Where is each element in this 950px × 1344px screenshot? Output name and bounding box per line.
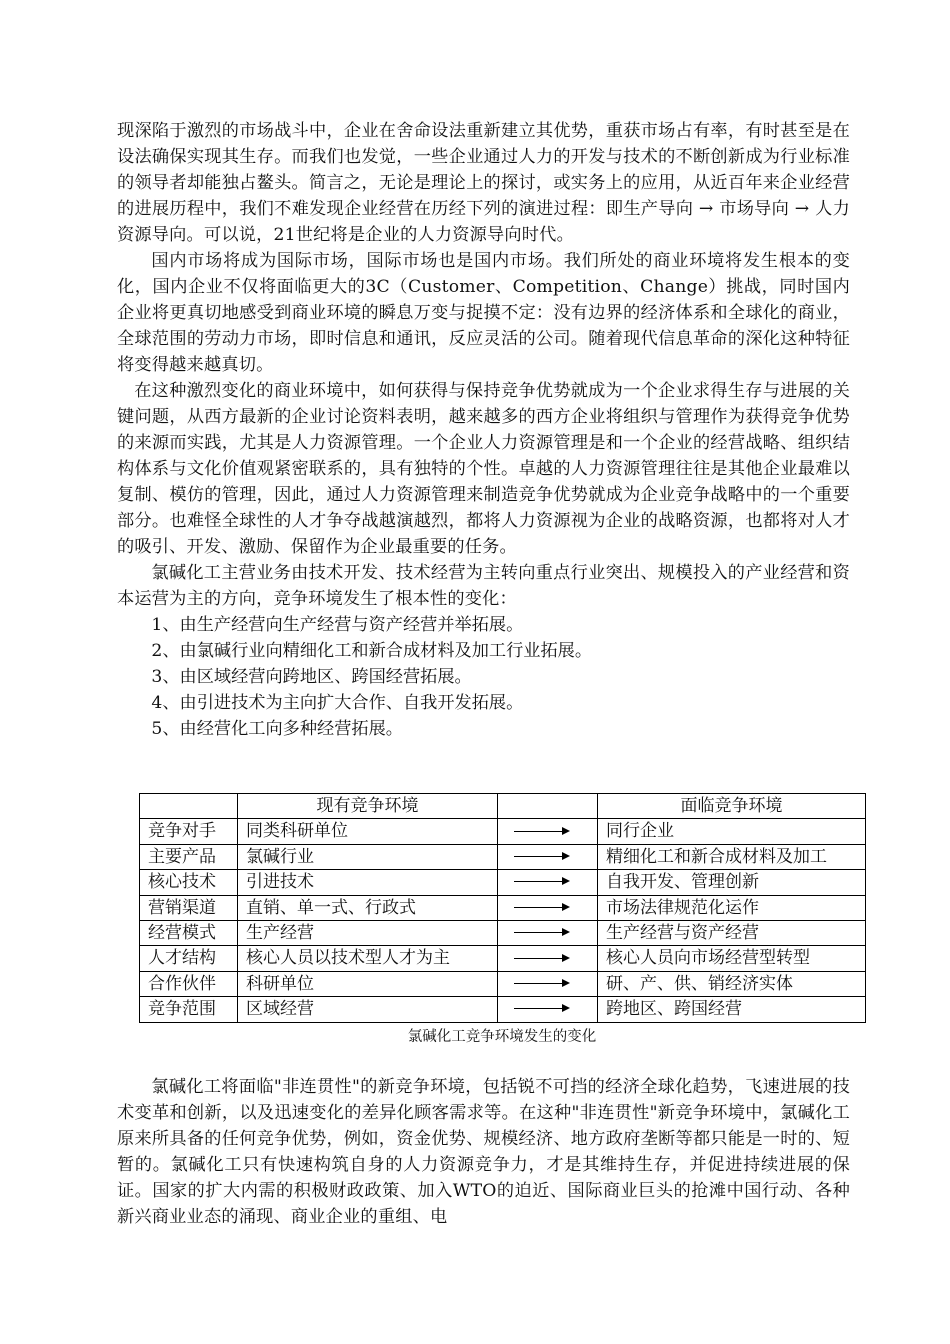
- table-cell-future: 市场法律规范化运作: [598, 895, 866, 920]
- right-arrow-icon: [514, 903, 570, 913]
- table-cell-label: 合作伙伴: [140, 971, 238, 996]
- table-cell-current: 氯碱行业: [238, 844, 498, 869]
- table-cell-arrow: [498, 819, 598, 844]
- table-row: [140, 870, 866, 895]
- table-row: [140, 946, 866, 971]
- right-arrow-icon: [514, 928, 570, 938]
- table-row: [140, 997, 866, 1022]
- competition-table: [139, 793, 865, 1023]
- table-cell-future: 自我开发、管理创新: [598, 870, 866, 895]
- document-body-top: [117, 118, 850, 742]
- table-cell-arrow: [498, 921, 598, 946]
- right-arrow-icon: [514, 827, 570, 837]
- table-row: [140, 921, 866, 946]
- table-cell-current: 直销、单一式、行政式: [238, 895, 498, 920]
- table-cell-arrow: [498, 997, 598, 1022]
- right-arrow-icon: [514, 852, 570, 862]
- table-cell-label: 竞争范围: [140, 997, 238, 1022]
- table-cell-future: 研、产、供、销经济实体: [598, 971, 866, 996]
- table-header-future: 面临竞争环境: [598, 794, 866, 819]
- table-header-blank: [140, 794, 238, 819]
- table-cell-label: 营销渠道: [140, 895, 238, 920]
- table-header-row: [140, 794, 866, 819]
- table-cell-future: 生产经营与资产经营: [598, 921, 866, 946]
- table-caption: 氯碱化工竞争环境发生的变化: [407, 1029, 597, 1045]
- table-header-blank: [498, 794, 598, 819]
- paragraph-chlor-alkali: 氯碱化工主营业务由技术开发、技术经营为主转向重点行业突出、规模投入的产业经营和资本运营为主的方向，竞争环境发生了根本性的变化：: [117, 563, 850, 609]
- table-cell-current: 生产经营: [238, 921, 498, 946]
- table-cell-current: 同类科研单位: [238, 819, 498, 844]
- table-row: [140, 844, 866, 869]
- table-cell-arrow: [498, 895, 598, 920]
- list-item-5: 5、由经营化工向多种经营拓展。: [151, 719, 403, 739]
- table-header-current: 现有竞争环境: [238, 794, 498, 819]
- list-item-2: 2、由氯碱行业向精细化工和新合成材料及加工行业拓展。: [151, 641, 593, 661]
- list-item-4: 4、由引进技术为主向扩大合作、自我开发拓展。: [151, 693, 524, 713]
- paragraph-competition: 在这种激烈变化的商业环境中，如何获得与保持竞争优势就成为一个企业求得生存与进展的关键问题，从西方最新的企业讨论资料表明，越来越多的西方企业将组织与管理作为获得竞争优势的来源而实践，尤其是人力资源管理。一个企业人力资源管理是和一个企业的经营战略、组织结构体系与文化价值观紧密联系的，具有独特的个性。卓越的人力资源管理往往是其他企业最难以复制、模仿的管理，因此，通过人力资源管理来制造竞争优势就成为企业竞争战略中的一个重要部分。也难怪全球性的人才争夺战越演越烈，都将人力资源视为企业的战略资源，也都将对人才的吸引、开发、激励、保留作为企业最重要的任务。: [117, 381, 850, 557]
- right-arrow-icon: [514, 954, 570, 964]
- table-cell-arrow: [498, 844, 598, 869]
- table-cell-current: 科研单位: [238, 971, 498, 996]
- document-body-bottom: [117, 1074, 850, 1230]
- right-arrow-icon: [514, 979, 570, 989]
- table-row: [140, 819, 866, 844]
- paragraph-discontinuity: 氯碱化工将面临"非连贯性"的新竞争环境，包括锐不可挡的经济全球化趋势，飞速进展的技术变革和创新，以及迅速变化的差异化顾客需求等。在这种"非连贯性"新竞争环境中，氯碱化工原来所具备的任何竞争优势，例如，资金优势、规模经济、地方政府垄断等都只能是一时的、短暂的。氯碱化工只有快速构筑自身的人力资源竞争力，才是其维持生存，并促进持续进展的保证。国家的扩大内需的积极财政政策、加入WTO的迫近、国际商业巨头的抢滩中国行动、各种新兴商业业态的涌现、商业企业的重组、电: [117, 1077, 850, 1227]
- table-cell-future: 同行企业: [598, 819, 866, 844]
- table-cell-label: 人才结构: [140, 946, 238, 971]
- table-cell-arrow: [498, 971, 598, 996]
- table-cell-label: 竞争对手: [140, 819, 238, 844]
- table-cell-label: 核心技术: [140, 870, 238, 895]
- table-cell-future: 跨地区、跨国经营: [598, 997, 866, 1022]
- table-row: [140, 895, 866, 920]
- table-cell-arrow: [498, 946, 598, 971]
- table-cell-label: 主要产品: [140, 844, 238, 869]
- table-cell-future: 核心人员向市场经营型转型: [598, 946, 866, 971]
- list-item-3: 3、由区域经营向跨地区、跨国经营拓展。: [151, 667, 472, 687]
- table-row: [140, 971, 866, 996]
- right-arrow-icon: [514, 877, 570, 887]
- table-cell-arrow: [498, 870, 598, 895]
- list-item-1: 1、由生产经营向生产经营与资产经营并举拓展。: [151, 615, 524, 635]
- right-arrow-icon: [514, 1004, 570, 1014]
- table-cell-label: 经营模式: [140, 921, 238, 946]
- table-cell-current: 引进技术: [238, 870, 498, 895]
- paragraph-intro: 现深陷于激烈的市场战斗中，企业在舍命设法重新建立其优势，重获市场占有率，有时甚至是在设法确保实现其生存。而我们也发觉，一些企业通过人力的开发与技术的不断创新成为行业标准的领导者却能独占鳌头。简言之，无论是理论上的探讨，或实务上的应用，从近百年来企业经营的进展历程中，我们不难发现企业经营在历经下列的演进过程：即生产导向 → 市场导向 → 人力资源导向。可以说，21世纪将是企业的人力资源导向时代。: [117, 121, 850, 245]
- paragraph-market: 国内市场将成为国际市场，国际市场也是国内市场。我们所处的商业环境将发生根本的变化，国内企业不仅将面临更大的3C（Customer、Competition、Change）挑战，同时国内企业将更真切地感受到商业环境的瞬息万变与捉摸不定：没有边界的经济体系和全球化的商业，全球范围的劳动力市场，即时信息和通讯，反应灵活的公司。随着现代信息革命的深化这种特征将变得越来越真切。: [117, 251, 850, 375]
- table-cell-current: 区域经营: [238, 997, 498, 1022]
- table-cell-current: 核心人员以技术型人才为主: [238, 946, 498, 971]
- table-cell-future: 精细化工和新合成材料及加工: [598, 844, 866, 869]
